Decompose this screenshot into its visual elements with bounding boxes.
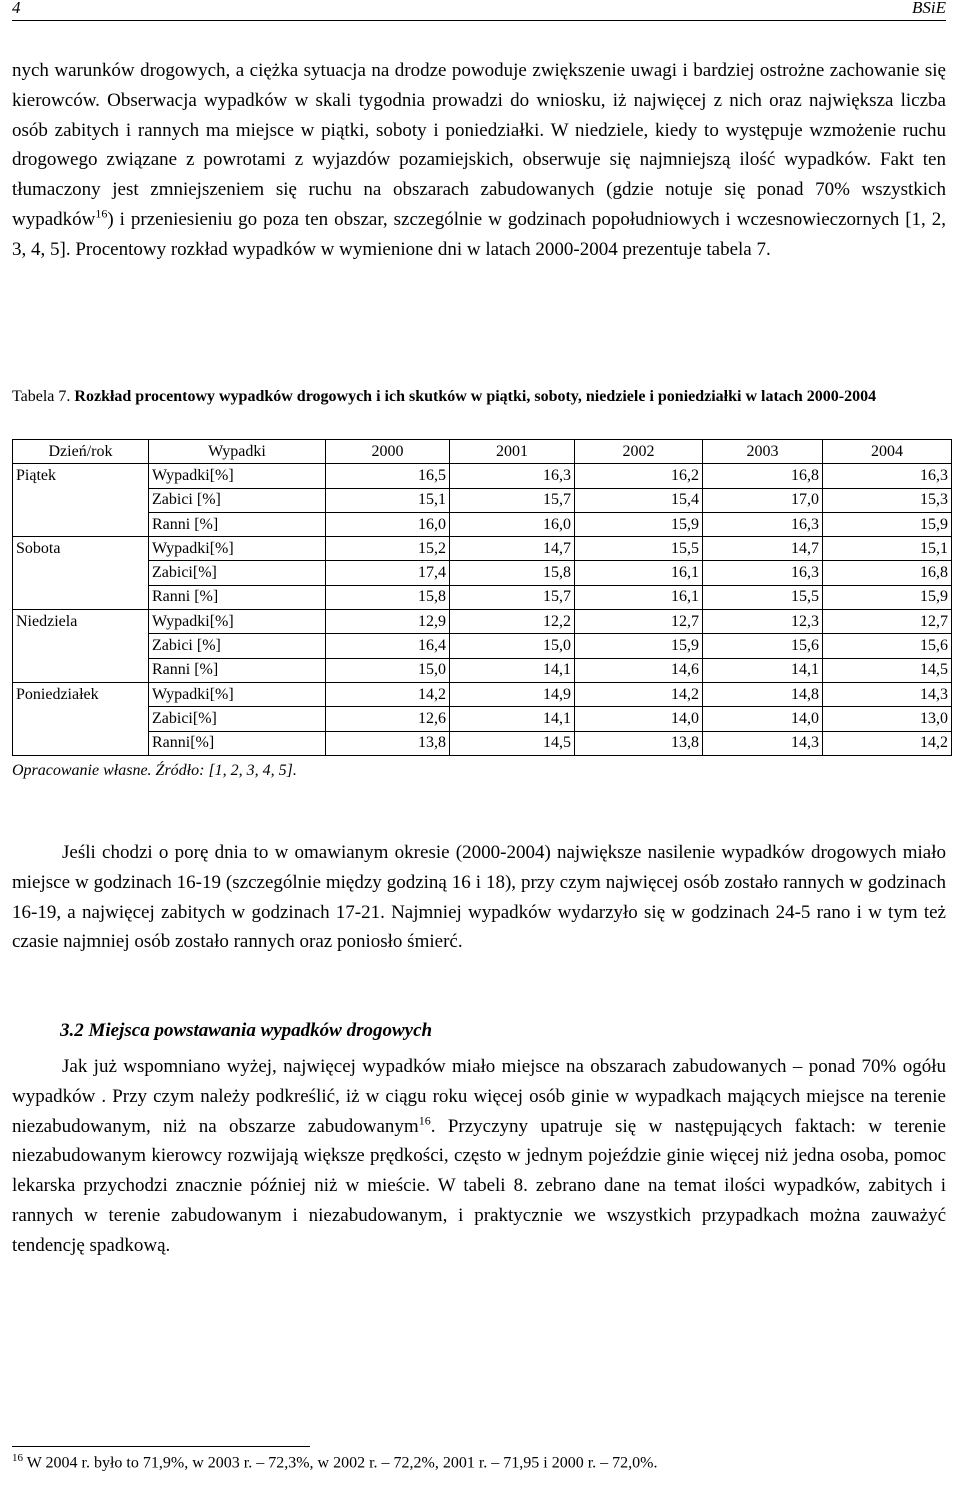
table-row	[13, 464, 952, 488]
value-cell: 15,6	[823, 634, 952, 658]
value-cell: 16,3	[703, 561, 823, 585]
day-cell	[13, 488, 149, 512]
value-cell: 15,5	[703, 585, 823, 609]
value-cell: 14,2	[575, 682, 703, 706]
value-cell: 15,5	[575, 537, 703, 561]
value-cell: 16,0	[326, 512, 450, 536]
value-cell: 12,3	[703, 610, 823, 634]
value-cell: 15,9	[823, 585, 952, 609]
value-cell: 12,7	[575, 610, 703, 634]
footnote-ref[interactable]: 16	[95, 206, 108, 221]
column-header: 2002	[575, 440, 703, 464]
table-caption	[12, 384, 946, 409]
footnote-number: 16	[12, 1452, 23, 1464]
value-cell: 15,9	[575, 512, 703, 536]
journal-name: BSiE	[912, 0, 946, 17]
metric-cell: Zabici [%]	[149, 634, 326, 658]
table-row	[13, 585, 952, 609]
metric-cell: Ranni [%]	[149, 512, 326, 536]
paragraph-text: ) i przeniesieniu go poza ten obszar, szczególnie w godzinach popołudniowych i wczesnowieczornych [1, 2, 3, 4, 5]. Procentowy rozkład wypadków w wymienione dni w latach 2000-2004 prezentuje tabela 7.	[12, 208, 946, 260]
day-cell: Piątek	[13, 464, 149, 488]
value-cell: 14,9	[450, 682, 575, 706]
value-cell: 16,1	[575, 585, 703, 609]
value-cell: 12,2	[450, 610, 575, 634]
page-header	[12, 0, 946, 21]
value-cell: 16,3	[703, 512, 823, 536]
column-header: Dzień/rok	[13, 440, 149, 464]
table-row	[13, 707, 952, 731]
metric-cell: Wypadki[%]	[149, 537, 326, 561]
metric-cell: Zabici [%]	[149, 488, 326, 512]
footnote-text: W 2004 r. było to 71,9%, w 2003 r. – 72,3%, w 2002 r. – 72,2%, 2001 r. – 71,95 i 2000 r. – 72,0%.	[23, 1454, 658, 1472]
table-label: Tabela 7.	[12, 388, 75, 405]
metric-cell: Zabici[%]	[149, 707, 326, 731]
metric-cell: Wypadki[%]	[149, 682, 326, 706]
value-cell: 14,5	[823, 658, 952, 682]
table-row	[13, 682, 952, 706]
paragraph-text: Jak już wspomniano wyżej, najwięcej wypadków miało miejsce na obszarach zabudowanych – ponad 70% ogółu wypadków . Przy czym należy podkreślić, iż w ciągu roku więcej osób ginie w wypadkach mających miejsce na terenie niezabudowanym, niż na obszarze zabudowanym	[12, 1056, 946, 1137]
metric-cell: Wypadki[%]	[149, 610, 326, 634]
value-cell: 13,8	[326, 731, 450, 755]
value-cell: 14,0	[703, 707, 823, 731]
value-cell: 16,1	[575, 561, 703, 585]
value-cell: 12,7	[823, 610, 952, 634]
value-cell: 14,1	[450, 707, 575, 731]
table-header-row	[13, 440, 952, 464]
accident-distribution-table	[12, 439, 952, 756]
day-cell	[13, 658, 149, 682]
value-cell: 15,9	[823, 512, 952, 536]
value-cell: 16,5	[326, 464, 450, 488]
table-source: Opracowanie własne. Źródło: [1, 2, 3, 4, 5].	[12, 762, 297, 779]
value-cell: 14,1	[450, 658, 575, 682]
paragraph-locations	[12, 1052, 946, 1261]
table-row	[13, 488, 952, 512]
table-body	[13, 464, 952, 756]
value-cell: 15,0	[326, 658, 450, 682]
value-cell: 16,0	[450, 512, 575, 536]
paragraph-time-of-day: Jeśli chodzi o porę dnia to w omawianym okresie (2000-2004) największe nasilenie wypadków drogowych miało miejsce w godzinach 16-19 (szczególnie między godziną 16 i 18), przy czym najwięcej osób zostało rannych w godzinach 16-19, a najwięcej zabitych w godzinach 17-21. Najmniej wypadków wydarzyło się w godzinach 24-5 rano i w tym też czasie najmniej osób zostało rannych oraz poniosło śmierć.	[12, 842, 946, 953]
table-row	[13, 512, 952, 536]
value-cell: 16,8	[703, 464, 823, 488]
paragraph-text: nych warunków drogowych, a ciężka sytuacja na drodze powoduje zwiększenie uwagi i bardziej ostrożne zachowanie się kierowców. Obserwacja wypadków w skali tygodnia prowadzi do wniosku, iż najwięcej z nich oraz największa liczba osób zabitych i rannych ma miejsce w piątki, soboty i poniedziałki. W niedziele, kiedy to występuje wzmożenie ruchu drogowego związane z powrotami z wyjazdów pozamiejskich, obserwuje się najmniejszą ilość wypadków. Fakt ten tłumaczony jest zmniejszeniem się ruchu na obszarach zabudowanych (gdzie notuje się ponad 70% wszystkich wypadków	[12, 60, 946, 230]
metric-cell: Ranni [%]	[149, 658, 326, 682]
value-cell: 14,7	[703, 537, 823, 561]
value-cell: 14,3	[823, 682, 952, 706]
table-title: Rozkład procentowy wypadków drogowych i ich skutków w piątki, soboty, niedziele i poniedziałki w latach 2000-2004	[74, 388, 877, 405]
value-cell: 16,3	[450, 464, 575, 488]
value-cell: 16,3	[823, 464, 952, 488]
day-cell: Poniedziałek	[13, 682, 149, 706]
value-cell: 15,9	[575, 634, 703, 658]
value-cell: 17,4	[326, 561, 450, 585]
value-cell: 14,2	[326, 682, 450, 706]
paragraph-weekday-accidents	[12, 56, 946, 265]
value-cell: 15,6	[703, 634, 823, 658]
value-cell: 14,0	[575, 707, 703, 731]
value-cell: 15,3	[823, 488, 952, 512]
table-row	[13, 610, 952, 634]
metric-cell: Ranni[%]	[149, 731, 326, 755]
value-cell: 15,7	[450, 488, 575, 512]
metric-cell: Wypadki[%]	[149, 464, 326, 488]
day-cell	[13, 731, 149, 755]
column-header: 2000	[326, 440, 450, 464]
column-header: 2001	[450, 440, 575, 464]
value-cell: 14,3	[703, 731, 823, 755]
value-cell: 17,0	[703, 488, 823, 512]
value-cell: 15,0	[450, 634, 575, 658]
value-cell: 15,7	[450, 585, 575, 609]
value-cell: 15,4	[575, 488, 703, 512]
column-header: 2004	[823, 440, 952, 464]
table-row	[13, 634, 952, 658]
metric-cell: Ranni [%]	[149, 585, 326, 609]
value-cell: 12,9	[326, 610, 450, 634]
metric-cell: Zabici[%]	[149, 561, 326, 585]
value-cell: 15,1	[823, 537, 952, 561]
table-row	[13, 658, 952, 682]
value-cell: 12,6	[326, 707, 450, 731]
value-cell: 16,4	[326, 634, 450, 658]
day-cell	[13, 512, 149, 536]
value-cell: 14,8	[703, 682, 823, 706]
day-cell	[13, 707, 149, 731]
table-row	[13, 537, 952, 561]
page-number: 4	[12, 0, 21, 17]
table-row	[13, 561, 952, 585]
value-cell: 14,2	[823, 731, 952, 755]
value-cell: 14,7	[450, 537, 575, 561]
day-cell	[13, 585, 149, 609]
value-cell: 13,8	[575, 731, 703, 755]
value-cell: 13,0	[823, 707, 952, 731]
value-cell: 15,8	[450, 561, 575, 585]
value-cell: 15,2	[326, 537, 450, 561]
paragraph-text: . Przyczyny upatruje się w następujących faktach: w terenie niezabudowanym kierowcy rozwijają większe prędkości, często w jednym pojeździe ginie więcej niż jedna osoba, pomoc lekarska przychodzi znacznie później niż w mieście. W tabeli 8. zebrano dane na temat ilości wypadków, zabitych i rannych w terenie zabudowanym i niezabudowanym, i praktycznie we wszystkich przypadkach można zauważyć tendencję spadkową.	[12, 1115, 946, 1256]
table-row	[13, 731, 952, 755]
footnote-separator	[12, 1446, 310, 1447]
footnote-ref[interactable]: 16	[418, 1113, 431, 1128]
column-header: Wypadki	[149, 440, 326, 464]
day-cell	[13, 634, 149, 658]
value-cell: 14,1	[703, 658, 823, 682]
column-header: 2003	[703, 440, 823, 464]
day-cell: Niedziela	[13, 610, 149, 634]
footnote	[12, 1452, 658, 1472]
value-cell: 15,1	[326, 488, 450, 512]
day-cell: Sobota	[13, 537, 149, 561]
value-cell: 14,6	[575, 658, 703, 682]
day-cell	[13, 561, 149, 585]
section-heading: 3.2 Miejsca powstawania wypadków drogowych	[60, 1020, 433, 1041]
value-cell: 16,8	[823, 561, 952, 585]
value-cell: 14,5	[450, 731, 575, 755]
value-cell: 16,2	[575, 464, 703, 488]
value-cell: 15,8	[326, 585, 450, 609]
